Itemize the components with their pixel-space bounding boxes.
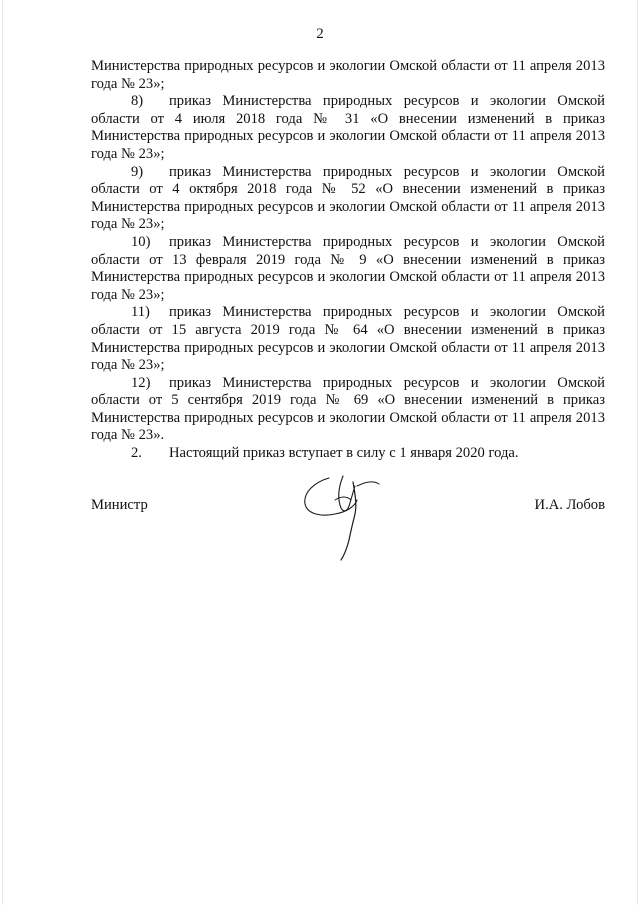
signatory-title: Министр <box>91 497 148 513</box>
item-number: 2. <box>131 445 142 462</box>
document-body <box>91 58 605 463</box>
clause-2 <box>91 445 605 463</box>
handwritten-signature <box>295 470 395 565</box>
list-item-9 <box>91 164 605 234</box>
item-number: 9) <box>131 163 144 180</box>
paragraph-continuation <box>91 58 605 93</box>
paragraph-text: Министерства природных ресурсов и экологии Омской области от 11 апреля 2013 года № 23»; <box>91 58 605 92</box>
paragraph-text: приказ Министерства природных ресурсов и экологии Омской области от 4 октября 2018 года № 52 «О внесении изменений в приказ Министерства природных ресурсов и экологии Омской области от 11 апреля 2013 года № 23»; <box>91 163 605 233</box>
signature-block <box>91 497 605 517</box>
paragraph-text: приказ Министерства природных ресурсов и экологии Омской области от 15 августа 2019 года № 64 «О внесении изменений в приказ Министерства природных ресурсов и экологии Омской области от 11 апреля 2013 года № 23»; <box>91 304 605 374</box>
paragraph-text: приказ Министерства природных ресурсов и экологии Омской области от 5 сентября 2019 года № 69 «О внесении изменений в приказ Министерства природных ресурсов и экологии Омской области от 11 апреля 2013 года № 23». <box>91 374 605 444</box>
list-item-12 <box>91 375 605 445</box>
paragraph-text: приказ Министерства природных ресурсов и экологии Омской области от 4 июля 2018 года № 31 «О внесении изменений в приказ Министерства природных ресурсов и экологии Омской области от 11 апреля 2013 года № 23»; <box>91 93 605 162</box>
scan-edge-right <box>637 0 638 905</box>
paragraph-text: приказ Министерства природных ресурсов и экологии Омской области от 13 февраля 2019 года № 9 «О внесении изменений в приказ Министерства природных ресурсов и экологии Омской области от 11 апреля 2013 года № 23»; <box>91 233 605 303</box>
item-number: 10) <box>131 233 151 250</box>
list-item-10 <box>91 234 605 304</box>
item-number: 12) <box>131 374 151 391</box>
page-number: 2 <box>316 26 324 42</box>
list-item-11 <box>91 304 605 374</box>
item-number: 11) <box>131 304 150 321</box>
item-number: 8) <box>131 93 144 110</box>
scan-edge-left <box>2 0 3 905</box>
signatory-name: И.А. Лобов <box>534 497 605 513</box>
paragraph-text: Настоящий приказ вступает в силу с 1 января 2020 года. <box>169 445 519 462</box>
list-item-8 <box>91 93 605 163</box>
